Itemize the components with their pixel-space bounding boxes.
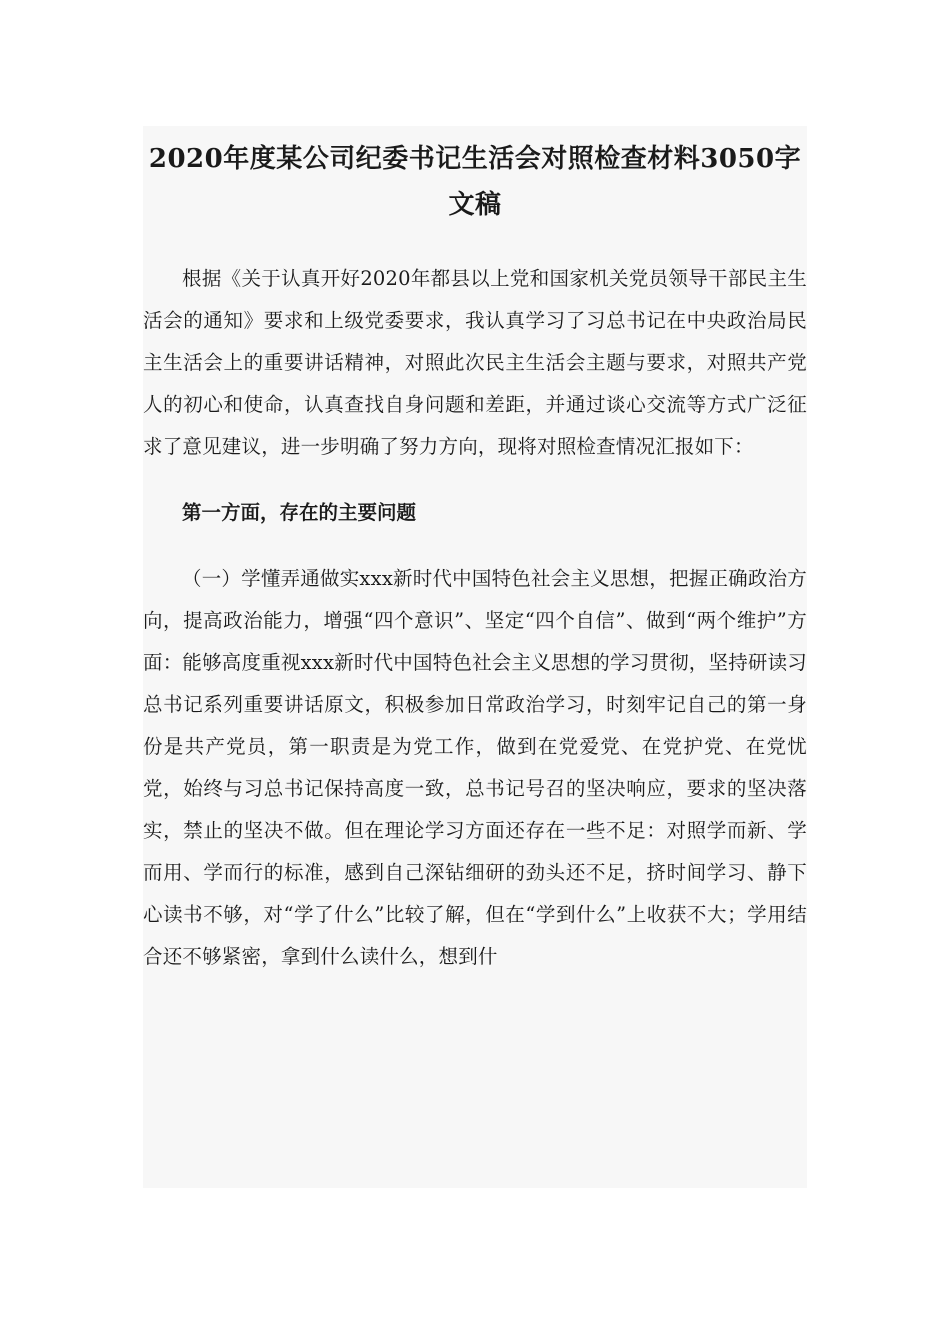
document-body <box>143 258 807 978</box>
intro-paragraph: 根据《关于认真开好2020年都县以上党和国家机关党员领导干部民主生活会的通知》要求和上级党委要求，我认真学习了习总书记在中央政治局民主生活会上的重要讲话精神，对照此次民主生活会主题与要求，对照共产党人的初心和使命，认真查找自身问题和差距，并通过谈心交流等方式广泛征求了意见建议，进一步明确了努力方向，现将对照检查情况汇报如下： <box>143 267 807 458</box>
section-heading: 第一方面，存在的主要问题 <box>182 501 417 524</box>
document-page <box>143 126 807 1188</box>
section-paragraph: （一）学懂弄通做实xxx新时代中国特色社会主义思想，把握正确政治方向，提高政治能力，增强“四个意识”、坚定“四个自信”、做到“两个维护”方面：能够高度重视xxx新时代中国特色社会主义思想的学习贯彻，坚持研读习总书记系列重要讲话原文，积极参加日常政治学习，时刻牢记自己的第一身份是共产党员，第一职责是为党工作，做到在党爱党、在党护党、在党忧党，始终与习总书记保持高度一致，总书记号召的坚决响应，要求的坚决落实，禁止的坚决不做。但在理论学习方面还存在一些不足：对照学而新、学而用、学而行的标准，感到自己深钻细研的劲头还不足，挤时间学习、静下心读书不够，对“学了什么”比较了解，但在“学到什么”上收获不大；学用结合还不够紧密，拿到什么读什么，想到什 <box>143 567 807 968</box>
document-title: 2020年度某公司纪委书记生活会对照检查材料3050字文稿 <box>148 144 802 220</box>
